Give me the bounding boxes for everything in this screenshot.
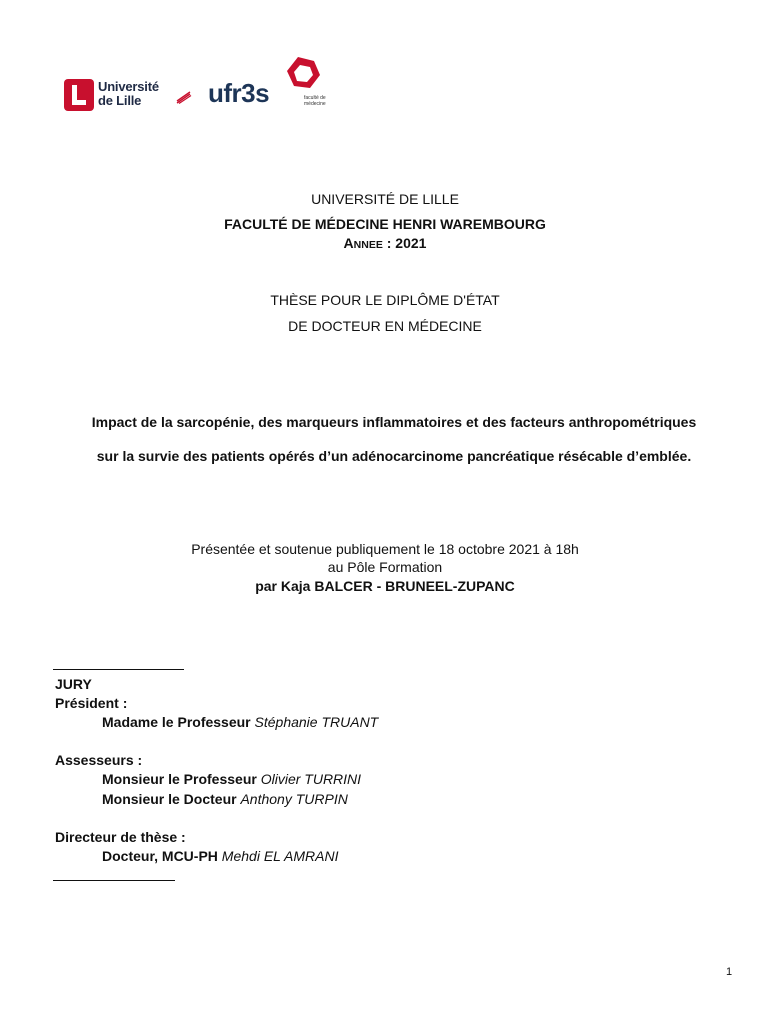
year-label-rest: NNEE <box>353 239 383 251</box>
universite-de-lille-mark-icon <box>64 79 94 111</box>
thesis-title-line1: Impact de la sarcopénie, des marqueurs inflammatoires et des facteurs anthropométriques <box>91 414 697 430</box>
ufr3s-hexagon-icon <box>284 55 322 91</box>
assessor-1-entry <box>102 770 361 788</box>
page-number: 1 <box>726 966 733 978</box>
president-label: Président : <box>55 695 128 711</box>
academic-year <box>0 234 770 254</box>
thesis-type-line1: THÈSE POUR LE DIPLÔME D'ÉTAT <box>270 292 500 308</box>
assessors-label: Assesseurs : <box>55 752 143 768</box>
logo-ulille-line1: Université <box>98 79 159 94</box>
jury-heading: JURY <box>55 676 92 692</box>
logo-ulille-line2: de Lille <box>98 93 142 108</box>
logo-separator-icon <box>176 90 192 104</box>
year-value: : 2021 <box>382 235 427 251</box>
ufr3s-subtitle: faculté de médecine <box>304 95 326 107</box>
assessor-2-title: Monsieur le Docteur <box>102 791 241 807</box>
assessor-2-name: Anthony TURPIN <box>240 791 348 807</box>
president-name: Stéphanie TRUANT <box>254 714 379 730</box>
director-label: Directeur de thèse : <box>55 829 186 845</box>
faculty-name: FACULTÉ DE MÉDECINE HENRI WAREMBOURG <box>224 216 546 232</box>
thesis-type-line2: DE DOCTEUR EN MÉDECINE <box>288 318 482 334</box>
year-label-initial: A <box>343 235 354 251</box>
ufr3s-wordmark: ufr3s <box>208 78 270 108</box>
director-entry <box>102 847 339 865</box>
ufr3s-logo <box>208 55 338 110</box>
thesis-title-line2: sur la survie des patients opérés d’un adénocarcinome pancréatique résécable d’emblée. <box>96 448 692 464</box>
university-name: UNIVERSITÉ DE LILLE <box>311 191 459 207</box>
jury-bottom-rule <box>53 880 175 881</box>
universite-de-lille-wordmark <box>98 80 159 108</box>
president-title: Madame le Professeur <box>102 714 255 730</box>
director-title: Docteur, MCU-PH <box>102 848 222 864</box>
jury-top-rule <box>53 669 184 670</box>
president-entry <box>102 713 378 731</box>
universite-de-lille-logo <box>64 78 176 112</box>
author-name: par Kaja BALCER - BRUNEEL-ZUPANC <box>255 578 515 594</box>
assessor-2-entry <box>102 790 348 808</box>
defense-location: au Pôle Formation <box>327 559 443 575</box>
assessor-1-title: Monsieur le Professeur <box>102 771 261 787</box>
director-name: Mehdi EL AMRANI <box>221 848 339 864</box>
defense-date: Présentée et soutenue publiquement le 18 octobre 2021 à 18h <box>191 541 579 557</box>
assessor-1-name: Olivier TURRINI <box>260 771 362 787</box>
